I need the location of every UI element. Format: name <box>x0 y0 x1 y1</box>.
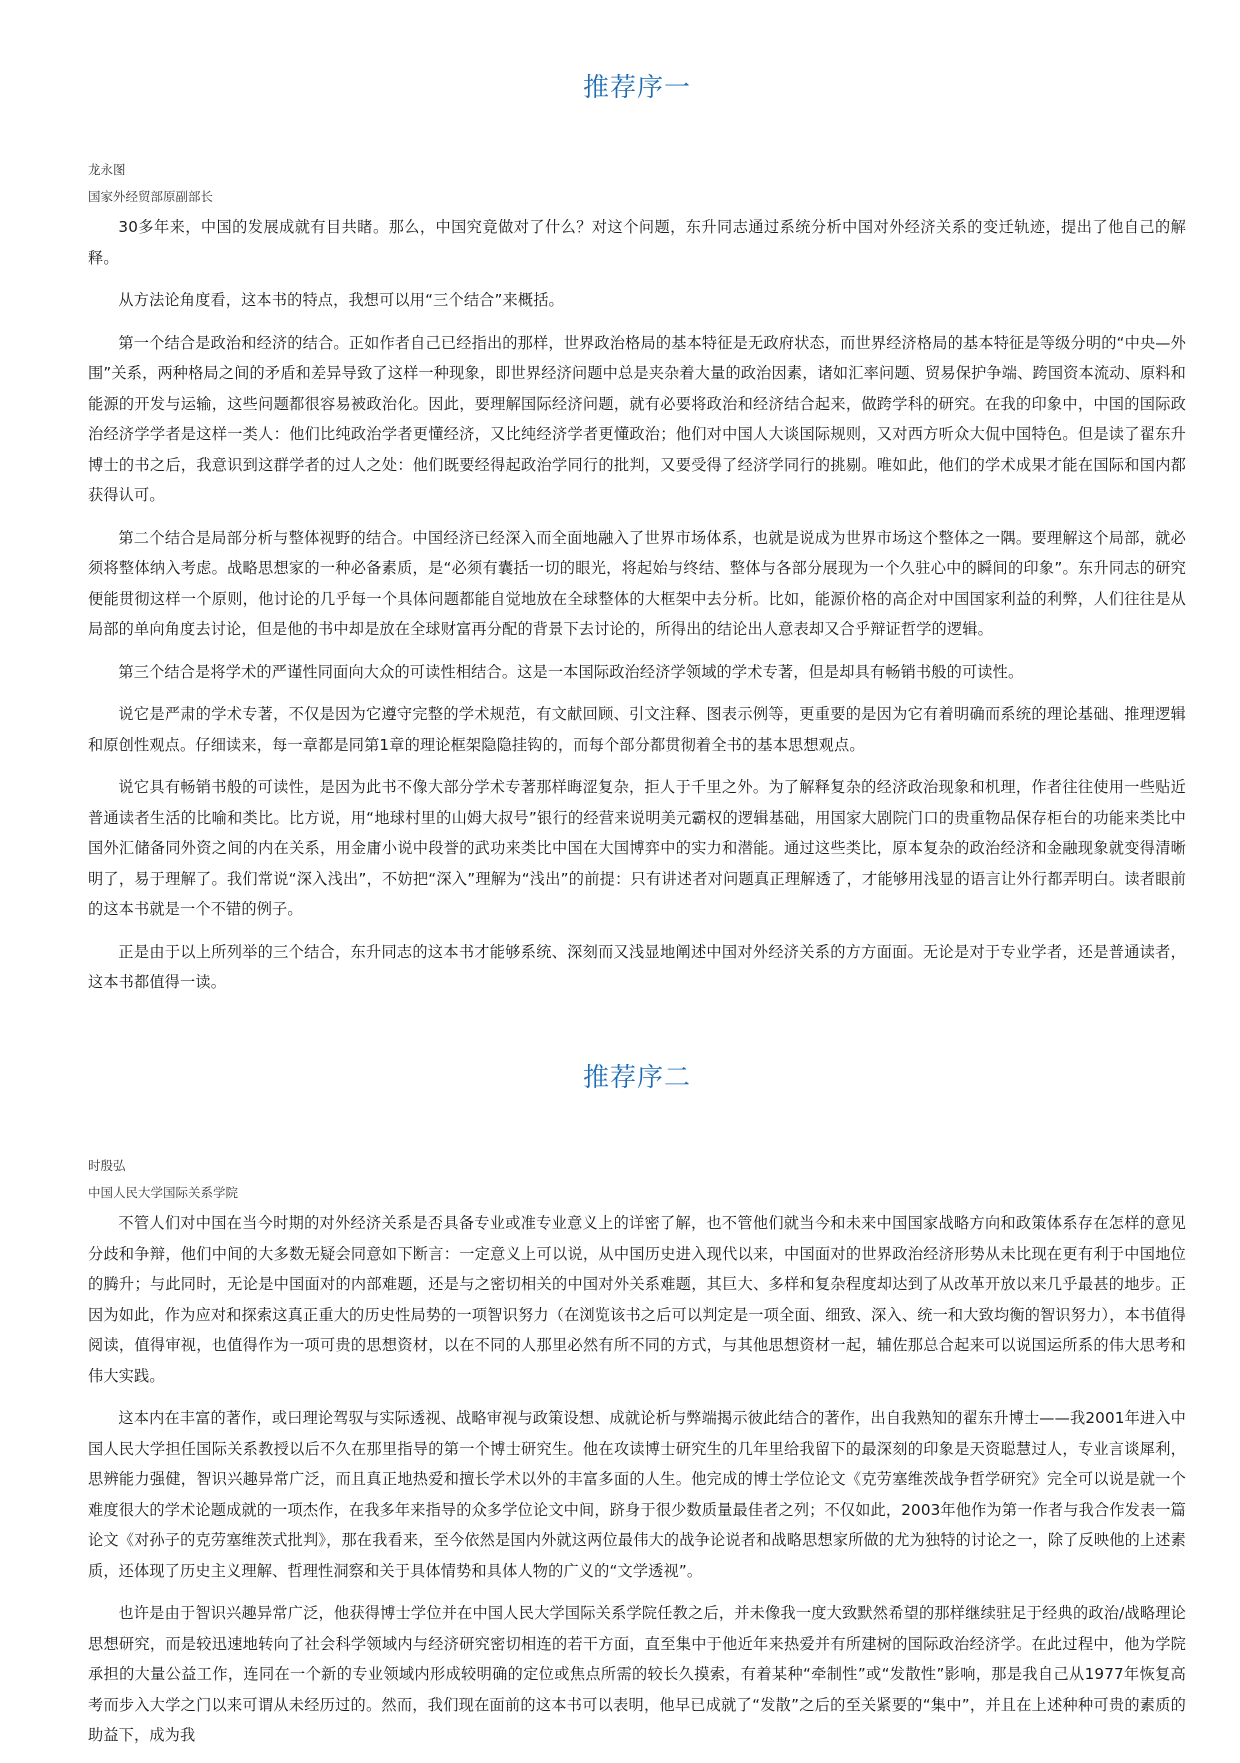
foreword-one-title: 推荐序一 <box>582 73 691 103</box>
foreword-two-title: 推荐序二 <box>582 1063 691 1093</box>
foreword-two <box>88 1054 1186 1763</box>
foreword-two-author-block <box>88 1152 1186 1206</box>
paragraph: 说它是严肃的学术专著，不仅是因为它遵守完整的学术规范，有文献回顾、引文注释、图表示例等，更重要的是因为它有着明确而系统的理论基础、推理逻辑和原创性观点。仔细读来，每一章都是同第1章的理论框架隐隐挂钩的，而每个部分都贯彻着全书的基本思想观点。 <box>88 705 1186 754</box>
paragraph: 从方法论角度看，这本书的特点，我想可以用“三个结合”来概括。 <box>118 291 564 309</box>
author-name: 时殷弘 <box>88 1158 126 1173</box>
foreword-two-body <box>88 1208 1186 1751</box>
foreword-one-author-block <box>88 156 1186 210</box>
paragraph: 正是由于以上所列举的三个结合，东升同志的这本书才能够系统、深刻而又浅显地阐述中国对外经济关系的方方面面。无论是对于专业学者，还是普通读者，这本书都值得一读。 <box>88 942 1186 991</box>
paragraph: 这本内在丰富的著作，或曰理论驾驭与实际透视、战略审视与政策设想、成就论析与弊端揭示彼此结合的著作，出自我熟知的翟东升博士——我2001年进入中国人民大学担任国际关系教授以后不久在那里指导的第一个博士研究生。他在攻读博士研究生的几年里给我留下的最深刻的印象是天资聪慧过人，专业言谈犀利，思辨能力强健，智识兴趣异常广泛，而且真正地热爱和擅长学术以外的丰富多面的人生。他完成的博士学位论文《克劳塞维茨战争哲学研究》完全可以说是就一个难度很大的学术论题成就的一项杰作，在我多年来指导的众多学位论文中间，跻身于很少数质量最佳者之列；不仅如此，2003年他作为第一作者与我合作发表一篇论文《对孙子的克劳塞维茨式批判》，那在我看来，至今依然是国内外就这两位最伟大的战争论说者和战略思想家所做的尤为独特的讨论之一，除了反映他的上述素质，还体现了历史主义理解、哲理性洞察和关于具体情势和具体人物的广义的“文学透视”。 <box>88 1409 1186 1580</box>
author-role: 中国人民大学国际关系学院 <box>88 1185 239 1200</box>
foreword-one <box>88 64 1186 1010</box>
paragraph: 不管人们对中国在当今时期的对外经济关系是否具备专业或准专业意义上的详密了解，也不管他们就当今和未来中国国家战略方向和政策体系存在怎样的意见分歧和争辩，他们中间的大多数无疑会同意如下断言：一定意义上可以说，从中国历史进入现代以来，中国面对的世界政治经济形势从未比现在更有利于中国地位的腾升；与此同时，无论是中国面对的内部难题，还是与之密切相关的中国对外关系难题，其巨大、多样和复杂程度却达到了从改革开放以来几乎最甚的地步。正因为如此，作为应对和探索这真正重大的历史性局势的一项智识努力（在浏览该书之后可以判定是一项全面、细致、深入、统一和大致均衡的智识努力），本书值得阅读，值得审视，也值得作为一项可贵的思想资材，以在不同的人那里必然有所不同的方式，与其他思想资材一起，辅佐那总合起来可以说国运所系的伟大思考和伟大实践。 <box>88 1214 1186 1385</box>
paragraph: 也许是由于智识兴趣异常广泛，他获得博士学位并在中国人民大学国际关系学院任教之后，并未像我一度大致默然希望的那样继续驻足于经典的政治/战略理论思想研究，而是较迅速地转向了社会科学领域内与经济研究密切相连的若干方面，直至集中于他近年来热爱并有所建树的国际政治经济学。在此过程中，他为学院承担的大量公益工作，连同在一个新的专业领域内形成较明确的定位或焦点所需的较长久摸索，有着某种“牵制性”或“发散性”影响，那是我自己从1977年恢复高考而步入大学之门以来可谓从未经历过的。然而，我们现在面前的这本书可以表明，他早已成就了“发散”之后的至关紧要的“集中”，并且在上述种种可贵的素质的助益下，成为我 <box>88 1604 1186 1744</box>
paragraph: 第一个结合是政治和经济的结合。正如作者自己已经指出的那样，世界政治格局的基本特征是无政府状态，而世界经济格局的基本特征是等级分明的“中央—外围”关系，两种格局之间的矛盾和差异导致了这样一种现象，即世界经济问题中总是夹杂着大量的政治因素，诸如汇率问题、贸易保护争端、跨国资本流动、原料和能源的开发与运输，这些问题都很容易被政治化。因此，要理解国际经济问题，就有必要将政治和经济结合起来，做跨学科的研究。在我的印象中，中国的国际政治经济学学者是这样一类人：他们比纯政治学者更懂经济，又比纯经济学者更懂政治；他们对中国人大谈国际规则，又对西方听众大侃中国特色。但是读了翟东升博士的书之后，我意识到这群学者的过人之处：他们既要经得起政治学同行的批判，又要受得了经济学同行的挑剔。唯如此，他们的学术成果才能在国际和国内都获得认可。 <box>88 333 1186 504</box>
paragraph: 说它具有畅销书般的可读性，是因为此书不像大部分学术专著那样晦涩复杂，拒人于千里之外。为了解释复杂的经济政治现象和机理，作者往往使用一些贴近普通读者生活的比喻和类比。比方说，用“地球村里的山姆大叔号”银行的经营来说明美元霸权的逻辑基础，用国家大剧院门口的贵重物品保存柜台的功能来类比中国外汇储备同外资之间的内在关系，用金庸小说中段誉的武功来类比中国在大国博弈中的实力和潜能。通过这些类比，原本复杂的政治经济和金融现象就变得清晰明了，易于理解了。我们常说“深入浅出”，不妨把“深入”理解为“浅出”的前提：只有讲述者对问题真正理解透了，才能够用浅显的语言让外行都弄明白。读者眼前的这本书就是一个不错的例子。 <box>88 778 1186 918</box>
paragraph: 第二个结合是局部分析与整体视野的结合。中国经济已经深入而全面地融入了世界市场体系，也就是说成为世界市场这个整体之一隅。要理解这个局部，就必须将整体纳入考虑。战略思想家的一种必备素质，是“必须有囊括一切的眼光，将起始与终结、整体与各部分展现为一个久驻心中的瞬间的印象”。东升同志的研究便能贯彻这样一个原则，他讨论的几乎每一个具体问题都能自觉地放在全球整体的大框架中去分析。比如，能源价格的高企对中国国家利益的利弊，人们往往是从局部的单向角度去讨论，但是他的书中却是放在全球财富再分配的背景下去讨论的，所得出的结论出人意表却又合乎辩证哲学的逻辑。 <box>88 528 1186 638</box>
author-name: 龙永图 <box>88 162 126 177</box>
foreword-one-body <box>88 212 1186 998</box>
author-role: 国家外经贸部原副部长 <box>88 189 214 204</box>
paragraph: 30多年来，中国的发展成就有目共睹。那么，中国究竟做对了什么？对这个问题，东升同志通过系统分析中国对外经济关系的变迁轨迹，提出了他自己的解释。 <box>88 218 1186 267</box>
paragraph: 第三个结合是将学术的严谨性同面向大众的可读性相结合。这是一本国际政治经济学领域的学术专著，但是却具有畅销书般的可读性。 <box>118 662 1024 681</box>
